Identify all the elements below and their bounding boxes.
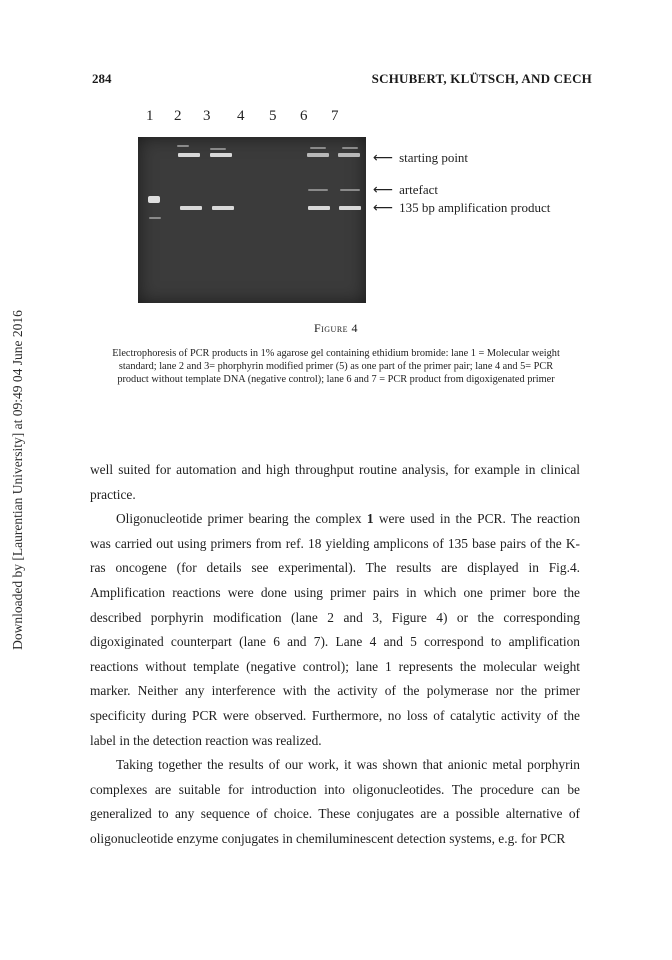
page-number: 284 — [92, 71, 112, 86]
paragraph: well suited for automation and high throughput routine analysis, for example in clinical practice. — [90, 462, 580, 502]
gel-band — [210, 153, 232, 157]
gel-band — [212, 206, 234, 210]
running-head: SCHUBERT, KLÜTSCH, AND CECH — [371, 71, 592, 86]
gel-band — [177, 145, 189, 147]
lane-number-2: 2 — [174, 108, 182, 124]
gel-band — [339, 206, 361, 210]
lane-number-7: 7 — [331, 108, 339, 124]
gel-band — [307, 153, 329, 157]
left-arrow-icon: ⟵ — [373, 150, 394, 166]
gel-band — [210, 148, 226, 150]
left-arrow-icon: ⟵ — [373, 200, 394, 216]
left-arrow-icon: ⟵ — [373, 182, 394, 198]
paragraph: Taking together the results of our work, it was shown that anionic metal porphyrin complexes are suitable for introduction into oligonucleotides. The procedure can be generalized to any sequence of choice. These conjugates are a possible alternative of oligonucleotide enzyme conjugates in chemiluminescent detection systems, e.g. for PCR — [90, 757, 580, 846]
annotation-starting-point: ⟵ starting point — [373, 150, 469, 166]
gel-band — [338, 153, 360, 157]
paragraph: Oligonucleotide primer bearing the complex 1 were used in the PCR. The reaction was carried out using primers from ref. 18 yielding amplicons of 135 base pairs of the K-ras oncogene (for details see experimental). The results are displayed in Fig.4. Amplification reactions were done using primer pairs in which one primer bore the described porphyrin modification (lane 2 and 3, Figure 4) or the corresponding digoxiginated counterpart (lane 6 and 7). Lane 4 and 5 correspond to amplification reactions without template (negative control); lane 1 represents the molecular weight marker. Neither any interference with the activity of the polymerase nor the primer specificity during PCR were observed. Furthermore, no loss of catalytic activity of the label in the detection reaction was realized. — [90, 511, 581, 748]
marker-band — [149, 217, 161, 219]
lane-number-3: 3 — [203, 108, 211, 124]
gel-band — [340, 189, 360, 191]
body-text — [90, 458, 580, 852]
figure-caption: Electrophoresis of PCR products in 1% agarose gel containing ethidium bromide: lane 1 = Molecular weight standard; lane 2 and 3= phorphyrin modified primer (5) as one part of the primer pair; lane 4 and 5= PCR product without template DNA (negative control); lane 6 and 7 = PCR product from digoxigenated primer — [112, 348, 560, 385]
figure-label: Figure 4 — [313, 321, 359, 335]
gel-electrophoresis-image — [138, 137, 366, 303]
marker-band — [148, 196, 160, 203]
gel-band — [308, 206, 330, 210]
gel-band — [178, 153, 200, 157]
lane-number-5: 5 — [269, 108, 277, 124]
lane-number-4: 4 — [237, 108, 245, 124]
annotation-artefact: ⟵ artefact — [373, 182, 439, 198]
gel-band — [342, 147, 358, 149]
lane-number-1: 1 — [146, 108, 154, 124]
gel-band — [310, 147, 326, 149]
gel-band — [180, 206, 202, 210]
download-watermark: Downloaded by [Laurentian University] at 09:49 04 June 2016 — [10, 310, 25, 650]
annotation-amplification-product: ⟵ 135 bp amplification product — [373, 200, 551, 216]
gel-band — [308, 189, 328, 191]
lane-number-6: 6 — [300, 108, 308, 124]
compound-reference: 1 — [366, 511, 374, 527]
